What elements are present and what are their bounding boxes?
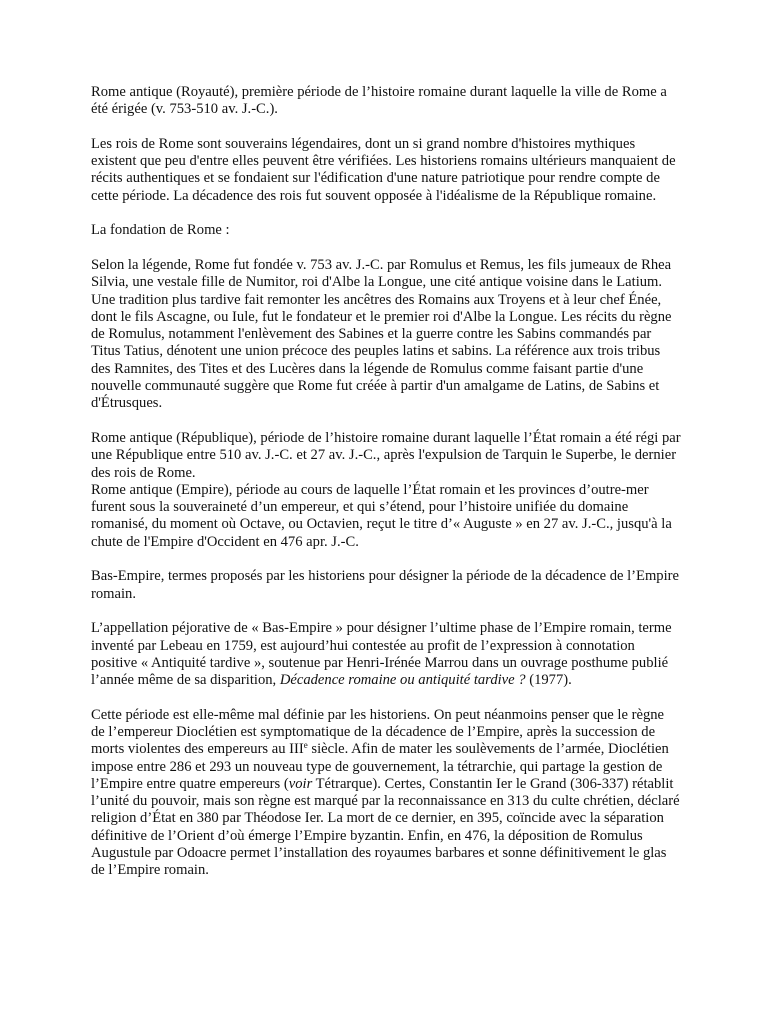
century-superscript: e xyxy=(303,740,308,751)
diocletien-text-c: Tétrarque). Certes, Constantin Ier le Grand (306-337) rétablit l’unité du pouvoir, mais son règne est marqué par la reconnaissance en 313 du culte chrétien, déclaré religion d’État en 380 par Théodose Ier. La mort de ce dernier, en 395, coïncide avec la séparation définitive de l’Orient d’où émerge l’Empire byzantin. Enfin, en 476, la déposition de Romulus Augustule par Odoacre permet l’installation des royaumes barbares et sonne définitivement le glas de l’Empire romain. xyxy=(91,775,680,879)
diocletien-text-b: siècle. Afin de mater les soulèvements de l’armée, Dioclétien impose entre 286 et 293 un nouveau type de gouvernement, la tétrarchie, qui partage la gestion de l’Empire entre quatre empereurs ( xyxy=(91,741,669,792)
heading-fondation-de-rome: La fondation de Rome : xyxy=(91,222,230,239)
paragraph-bas-empire: Bas-Empire, termes proposés par les historiens pour désigner la période de la décadence de l’Empire romain. xyxy=(91,568,679,602)
appellation-text: L’appellation péjorative de « Bas-Empire » pour désigner l’ultime phase de l’Empire romain, terme inventé par Lebeau en 1759, est aujourd’hui contestée au profit de l’expression à connotation positive « Antiquité tardive », soutenue par Henri-Irénée Marrou dans un ouvrage posthume publié l’année même de sa disparition, xyxy=(91,620,672,689)
paragraph-diocletien xyxy=(91,707,681,880)
paragraph-royaute: Rome antique (Royauté), première période de l’histoire romaine durant laquelle la ville de Rome a été érigée (v. 753-510 av. J.-C.). xyxy=(91,84,667,118)
paragraph-republique: Rome antique (République), période de l’histoire romaine durant laquelle l’État romain a été régi par une République entre 510 av. J.-C. et 27 av. J.-C., après l'expulsion de Tarquin le Superbe, le dernier des rois de Rome. xyxy=(91,429,681,481)
voir-italic: voir xyxy=(288,775,313,792)
paragraph-appellation xyxy=(91,620,681,689)
appellation-year: (1977). xyxy=(525,672,572,689)
document-page xyxy=(91,84,681,897)
paragraph-legende-fondation: Selon la légende, Rome fut fondée v. 753 av. J.-C. par Romulus et Remus, les fils jumeaux de Rhea Silvia, une vestale fille de Numitor, roi d'Albe la Longue, une cité antique voisine dans le Latium. Une tradition plus tardive fait remonter les ancêtres des Romains aux Troyens et à leur chef Énée, dont le fils Ascagne, ou Iule, fut le fondateur et le premier roi d'Albe la Longue. Les récits du règne de Romulus, notamment l'enlèvement des Sabines et la guerre contre les Sabins commandés par Titus Tatius, dénotent une union précoce des peuples latins et sabins. La référence aux trois tribus des Ramnites, des Tites et des Lucères dans la légende de Romulus comme faisant partie d'une nouvelle communauté suggère que Rome fut créée à partir d'un amalgame de Latins, de Sabins et d'Étrusques. xyxy=(91,256,672,412)
paragraph-rois-de-rome: Les rois de Rome sont souverains légendaires, dont un si grand nombre d'histoires mythiques existent que peu d'entre elles peuvent être vérifiées. Les historiens romains ultérieurs manquaient de récits authentiques et se fondaient sur l'édification d'une nature patriotique pour rendre compte de cette période. La décadence des rois fut souvent opposée à l'idéalisme de la République romaine. xyxy=(91,135,676,204)
book-title: Décadence romaine ou antiquité tardive ? xyxy=(279,672,526,689)
paragraph-empire: Rome antique (Empire), période au cours de laquelle l’État romain et les provinces d’outre-mer furent sous la souveraineté d’un empereur, et qui s’étend, pour l’histoire unifiée du domaine romanisé, du moment où Octave, ou Octavien, reçut le titre d’« Auguste » en 27 av. J.-C., jusqu'à la chute de l'Empire d'Occident en 476 apr. J.-C. xyxy=(91,481,672,550)
diocletien-text-a: Cette période est elle-même mal définie par les historiens. On peut néanmoins penser que le règne de l’empereur Dioclétien est symptomatique de la décadence de l’Empire, après la succession de morts violentes des empereurs au III xyxy=(91,706,665,758)
